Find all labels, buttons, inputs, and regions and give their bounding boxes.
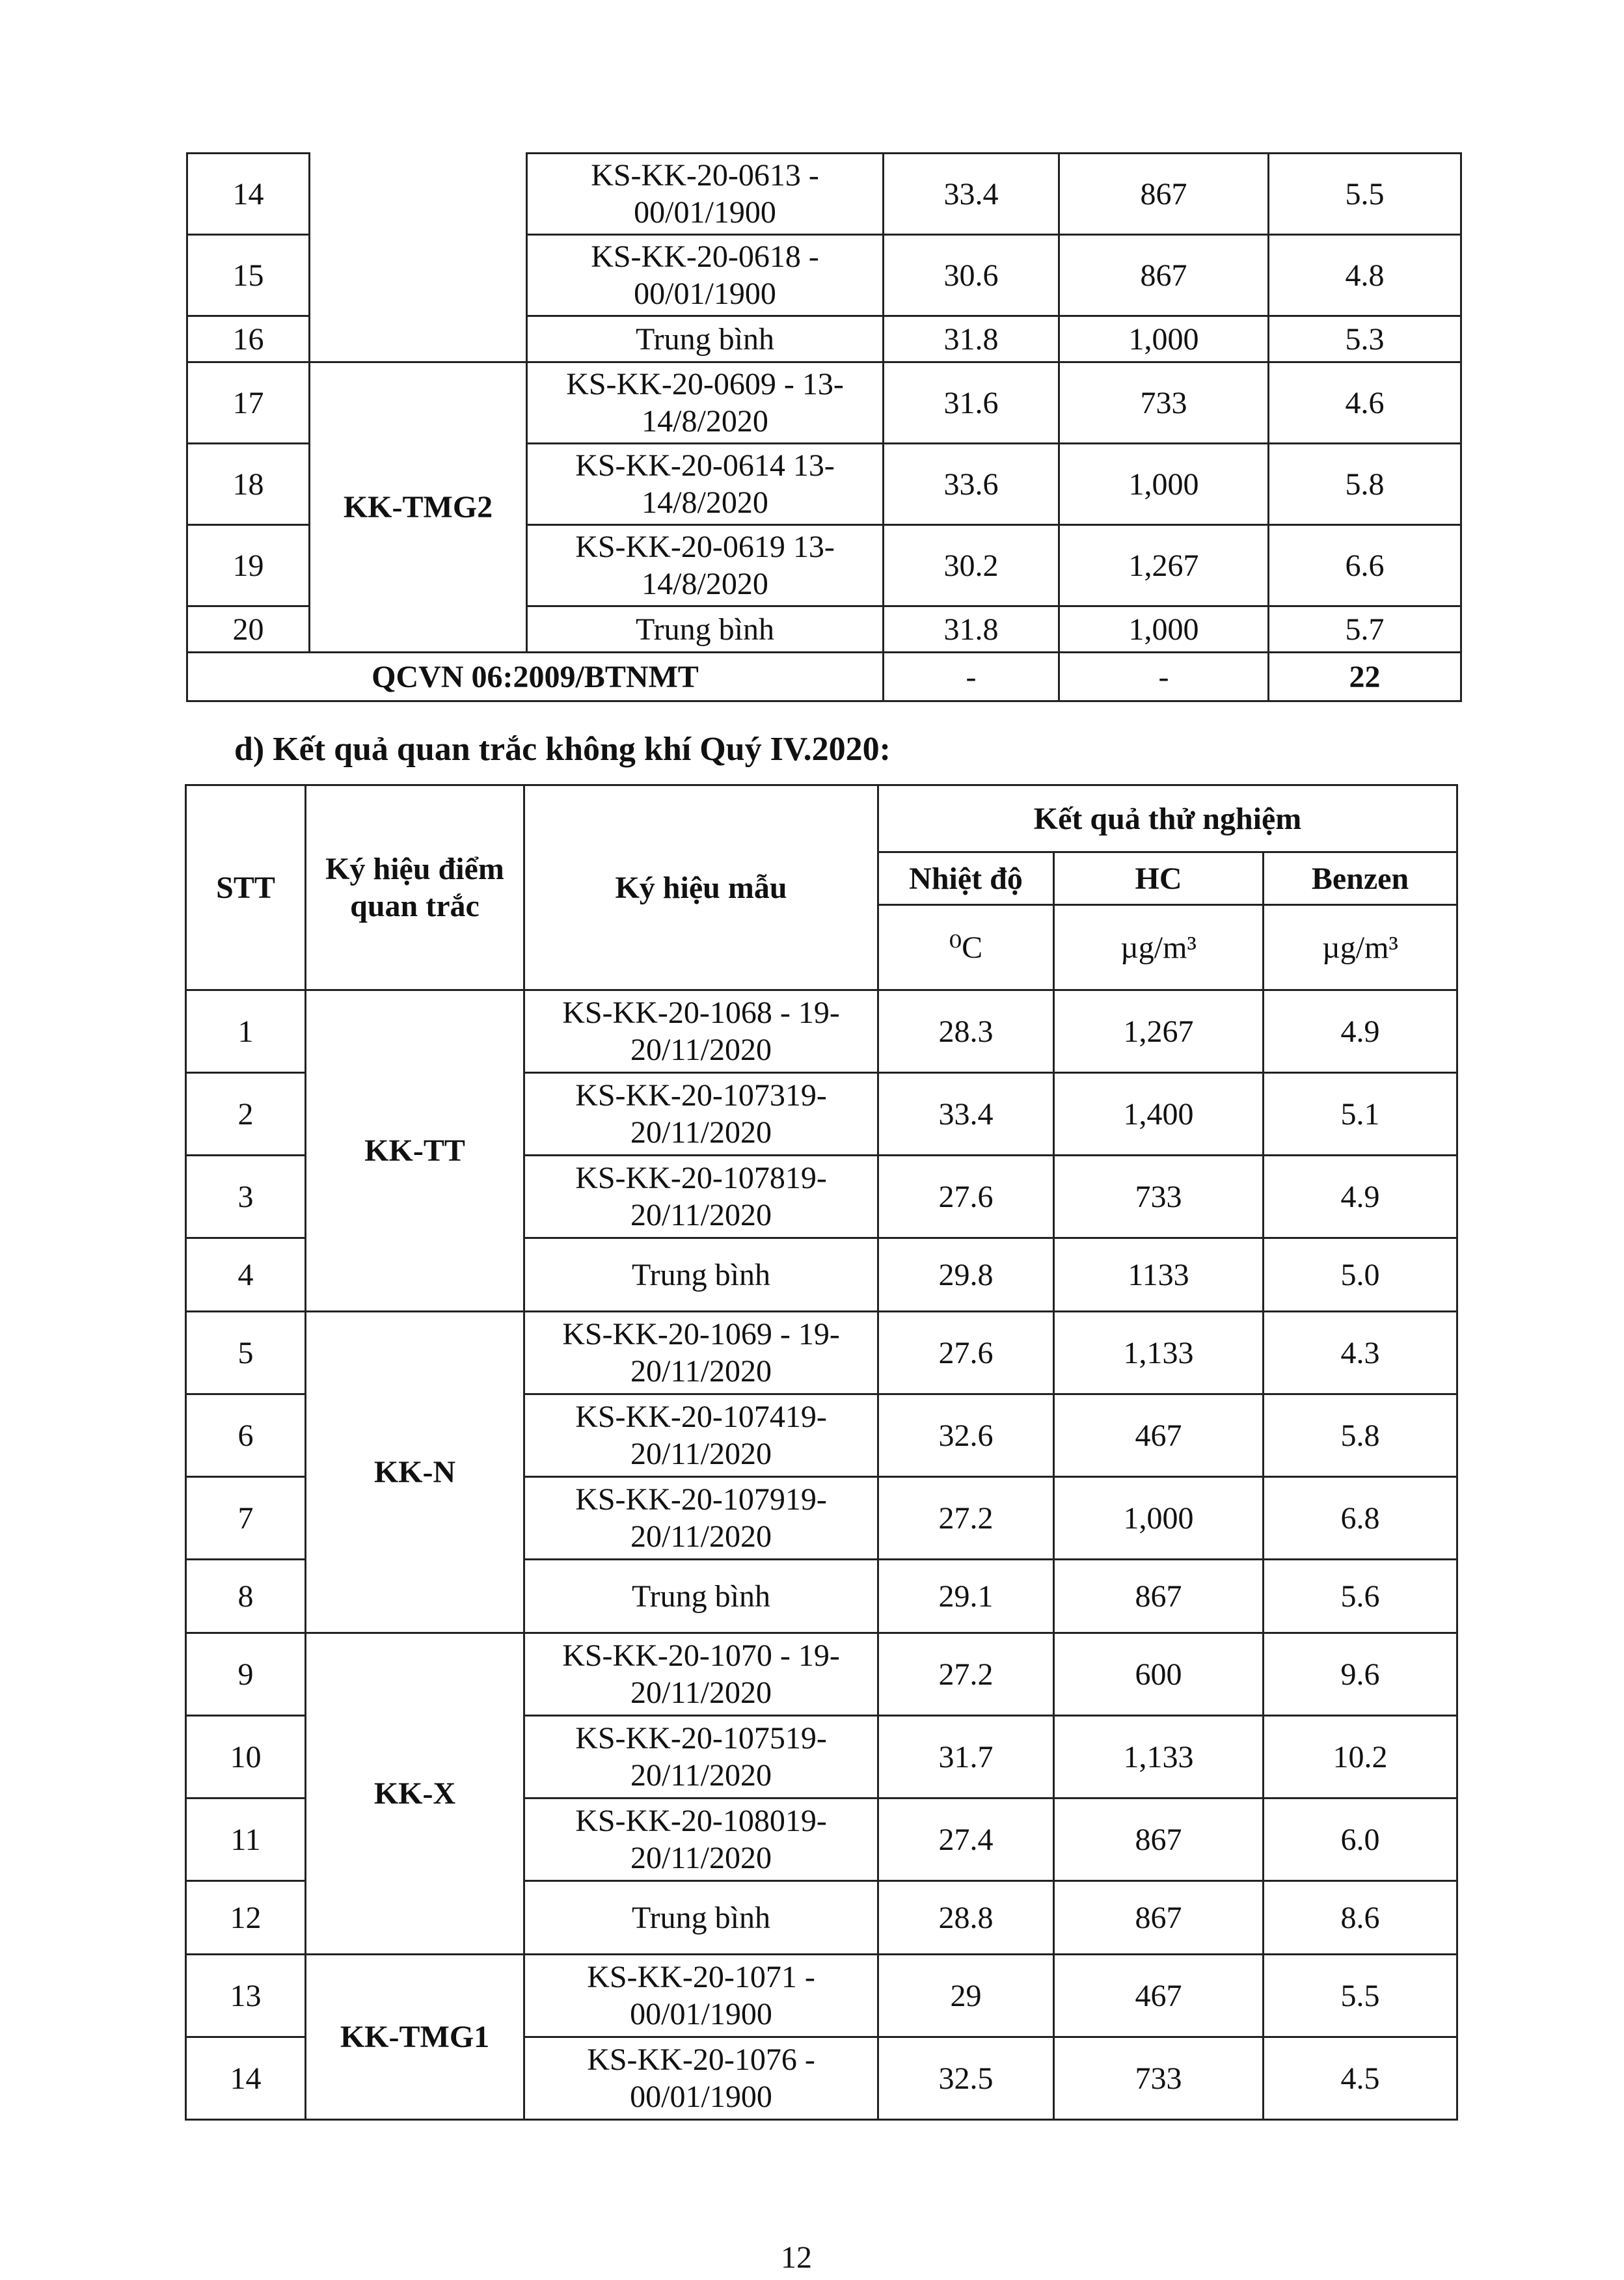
hc-cell: 733 bbox=[1054, 2037, 1264, 2120]
benzen-cell: 6.6 bbox=[1269, 525, 1461, 606]
benzen-cell: 10.2 bbox=[1264, 1716, 1457, 1798]
stt-cell: 1 bbox=[186, 990, 306, 1073]
point-cell-kk-tt: KK-TT bbox=[306, 990, 524, 1312]
benzen-cell: 5.7 bbox=[1269, 606, 1461, 653]
standard-hc-cell: - bbox=[1059, 653, 1269, 701]
benzen-cell: 4.9 bbox=[1264, 1156, 1457, 1238]
benzen-cell: 4.6 bbox=[1269, 362, 1461, 444]
temperature-cell: 32.5 bbox=[878, 2037, 1054, 2120]
hc-cell: 1,000 bbox=[1059, 606, 1269, 653]
temperature-cell: 29.1 bbox=[878, 1560, 1054, 1633]
benzen-cell: 5.5 bbox=[1269, 154, 1461, 235]
stt-cell: 5 bbox=[186, 1312, 306, 1394]
hc-cell: 1,267 bbox=[1059, 525, 1269, 606]
hc-cell: 733 bbox=[1054, 1156, 1264, 1238]
hc-cell: 733 bbox=[1059, 362, 1269, 444]
stt-cell: 4 bbox=[186, 1238, 306, 1312]
benzen-cell: 5.8 bbox=[1264, 1394, 1457, 1477]
benzen-cell: 5.5 bbox=[1264, 1955, 1457, 2037]
table-row bbox=[187, 362, 1461, 444]
stt-cell: 16 bbox=[187, 316, 310, 362]
stt-cell: 7 bbox=[186, 1477, 306, 1560]
temperature-cell: 31.7 bbox=[878, 1716, 1054, 1798]
hc-cell: 867 bbox=[1059, 235, 1269, 316]
point-cell-kk-x: KK-X bbox=[306, 1633, 524, 1955]
average-label-cell: Trung bình bbox=[524, 1881, 878, 1955]
benzen-cell: 5.3 bbox=[1269, 316, 1461, 362]
hc-cell: 867 bbox=[1059, 154, 1269, 235]
benzen-cell: 5.8 bbox=[1269, 444, 1461, 525]
table-row bbox=[186, 990, 1457, 1073]
stt-cell: 14 bbox=[186, 2037, 306, 2120]
hc-cell: 867 bbox=[1054, 1560, 1264, 1633]
sample-id-cell: KS-KK-20-0618 - 00/01/1900 bbox=[527, 235, 884, 316]
header-hc: HC bbox=[1054, 852, 1264, 905]
point-cell-kk-tmg2: KK-TMG2 bbox=[310, 362, 527, 653]
stt-cell: 20 bbox=[187, 606, 310, 653]
benzen-cell: 6.0 bbox=[1264, 1798, 1457, 1881]
hc-cell: 867 bbox=[1054, 1881, 1264, 1955]
hc-cell: 467 bbox=[1054, 1955, 1264, 2037]
temperature-cell: 27.6 bbox=[878, 1312, 1054, 1394]
average-label-cell: Trung bình bbox=[524, 1238, 878, 1312]
standard-benzen-cell: 22 bbox=[1269, 653, 1461, 701]
sample-id-cell: KS-KK-20-107319-20/11/2020 bbox=[524, 1073, 878, 1156]
hc-cell: 600 bbox=[1054, 1633, 1264, 1716]
unit-benzen: µg/m³ bbox=[1264, 905, 1457, 990]
temperature-cell: 29 bbox=[878, 1955, 1054, 2037]
temperature-cell: 27.4 bbox=[878, 1798, 1054, 1881]
sample-id-cell: KS-KK-20-1068 - 19-20/11/2020 bbox=[524, 990, 878, 1073]
header-benzen: Benzen bbox=[1264, 852, 1457, 905]
stt-cell: 8 bbox=[186, 1560, 306, 1633]
stt-cell: 11 bbox=[186, 1798, 306, 1881]
sample-id-cell: KS-KK-20-1069 - 19-20/11/2020 bbox=[524, 1312, 878, 1394]
standard-label-cell: QCVN 06:2009/BTNMT bbox=[187, 653, 884, 701]
sample-id-cell: KS-KK-20-107419-20/11/2020 bbox=[524, 1394, 878, 1477]
benzen-cell: 8.6 bbox=[1264, 1881, 1457, 1955]
hc-cell: 1,400 bbox=[1054, 1073, 1264, 1156]
hc-cell: 1,000 bbox=[1059, 444, 1269, 525]
stt-cell: 2 bbox=[186, 1073, 306, 1156]
point-cell-kk-tmg1: KK-TMG1 bbox=[306, 1955, 524, 2120]
page-number: 12 bbox=[781, 2240, 812, 2275]
header-stt: STT bbox=[186, 785, 306, 990]
temperature-cell: 31.8 bbox=[884, 606, 1059, 653]
standard-temperature-cell: - bbox=[884, 653, 1059, 701]
monitoring-table-q3-continued bbox=[186, 152, 1462, 702]
benzen-cell: 4.9 bbox=[1264, 990, 1457, 1073]
sample-id-cell: KS-KK-20-0619 13-14/8/2020 bbox=[527, 525, 884, 606]
benzen-cell: 9.6 bbox=[1264, 1633, 1457, 1716]
hc-cell: 1133 bbox=[1054, 1238, 1264, 1312]
stt-cell: 19 bbox=[187, 525, 310, 606]
temperature-cell: 31.8 bbox=[884, 316, 1059, 362]
sample-id-cell: KS-KK-20-108019-20/11/2020 bbox=[524, 1798, 878, 1881]
benzen-cell: 4.5 bbox=[1264, 2037, 1457, 2120]
section-heading: d) Kết quả quan trắc không khí Quý IV.2020: bbox=[234, 731, 891, 768]
monitoring-table-q4-2020 bbox=[185, 784, 1458, 2121]
sample-id-cell: KS-KK-20-0609 - 13-14/8/2020 bbox=[527, 362, 884, 444]
stt-cell: 15 bbox=[187, 235, 310, 316]
unit-temperature: ⁰C bbox=[878, 905, 1054, 990]
hc-cell: 1,133 bbox=[1054, 1312, 1264, 1394]
benzen-cell: 4.3 bbox=[1264, 1312, 1457, 1394]
header-sample-id: Ký hiệu mẫu bbox=[524, 785, 878, 990]
temperature-cell: 27.2 bbox=[878, 1633, 1054, 1716]
temperature-cell: 28.3 bbox=[878, 990, 1054, 1073]
sample-id-cell: KS-KK-20-107519-20/11/2020 bbox=[524, 1716, 878, 1798]
average-label-cell: Trung bình bbox=[524, 1560, 878, 1633]
point-cell-kk-n: KK-N bbox=[306, 1312, 524, 1633]
point-cell-empty bbox=[310, 154, 527, 362]
average-label-cell: Trung bình bbox=[527, 606, 884, 653]
sample-id-cell: KS-KK-20-0614 13-14/8/2020 bbox=[527, 444, 884, 525]
stt-cell: 13 bbox=[186, 1955, 306, 2037]
stt-cell: 9 bbox=[186, 1633, 306, 1716]
header-monitoring-point: Ký hiệu điểm quan trắc bbox=[306, 785, 524, 990]
header-temperature: Nhiệt độ bbox=[878, 852, 1054, 905]
temperature-cell: 29.8 bbox=[878, 1238, 1054, 1312]
average-label-cell: Trung bình bbox=[527, 316, 884, 362]
stt-cell: 3 bbox=[186, 1156, 306, 1238]
table-row bbox=[187, 154, 1461, 235]
hc-cell: 1,133 bbox=[1054, 1716, 1264, 1798]
temperature-cell: 32.6 bbox=[878, 1394, 1054, 1477]
benzen-cell: 4.8 bbox=[1269, 235, 1461, 316]
temperature-cell: 31.6 bbox=[884, 362, 1059, 444]
temperature-cell: 27.6 bbox=[878, 1156, 1054, 1238]
stt-cell: 18 bbox=[187, 444, 310, 525]
standard-row bbox=[187, 653, 1461, 701]
sample-id-cell: KS-KK-20-1071 - 00/01/1900 bbox=[524, 1955, 878, 2037]
sample-id-cell: KS-KK-20-107919-20/11/2020 bbox=[524, 1477, 878, 1560]
unit-hc: µg/m³ bbox=[1054, 905, 1264, 990]
stt-cell: 17 bbox=[187, 362, 310, 444]
hc-cell: 1,267 bbox=[1054, 990, 1264, 1073]
hc-cell: 867 bbox=[1054, 1798, 1264, 1881]
temperature-cell: 27.2 bbox=[878, 1477, 1054, 1560]
hc-cell: 1,000 bbox=[1059, 316, 1269, 362]
header-row bbox=[186, 785, 1457, 852]
sample-id-cell: KS-KK-20-107819-20/11/2020 bbox=[524, 1156, 878, 1238]
benzen-cell: 5.1 bbox=[1264, 1073, 1457, 1156]
stt-cell: 14 bbox=[187, 154, 310, 235]
temperature-cell: 33.6 bbox=[884, 444, 1059, 525]
temperature-cell: 33.4 bbox=[878, 1073, 1054, 1156]
temperature-cell: 33.4 bbox=[884, 154, 1059, 235]
sample-id-cell: KS-KK-20-1070 - 19-20/11/2020 bbox=[524, 1633, 878, 1716]
table-row bbox=[186, 1633, 1457, 1716]
sample-id-cell: KS-KK-20-0613 - 00/01/1900 bbox=[527, 154, 884, 235]
table-row bbox=[186, 1955, 1457, 2037]
hc-cell: 1,000 bbox=[1054, 1477, 1264, 1560]
stt-cell: 6 bbox=[186, 1394, 306, 1477]
temperature-cell: 30.2 bbox=[884, 525, 1059, 606]
temperature-cell: 30.6 bbox=[884, 235, 1059, 316]
sample-id-cell: KS-KK-20-1076 - 00/01/1900 bbox=[524, 2037, 878, 2120]
hc-cell: 467 bbox=[1054, 1394, 1264, 1477]
benzen-cell: 5.0 bbox=[1264, 1238, 1457, 1312]
temperature-cell: 28.8 bbox=[878, 1881, 1054, 1955]
benzen-cell: 6.8 bbox=[1264, 1477, 1457, 1560]
benzen-cell: 5.6 bbox=[1264, 1560, 1457, 1633]
header-test-results: Kết quả thử nghiệm bbox=[878, 785, 1457, 852]
stt-cell: 12 bbox=[186, 1881, 306, 1955]
table-row bbox=[186, 1312, 1457, 1394]
stt-cell: 10 bbox=[186, 1716, 306, 1798]
